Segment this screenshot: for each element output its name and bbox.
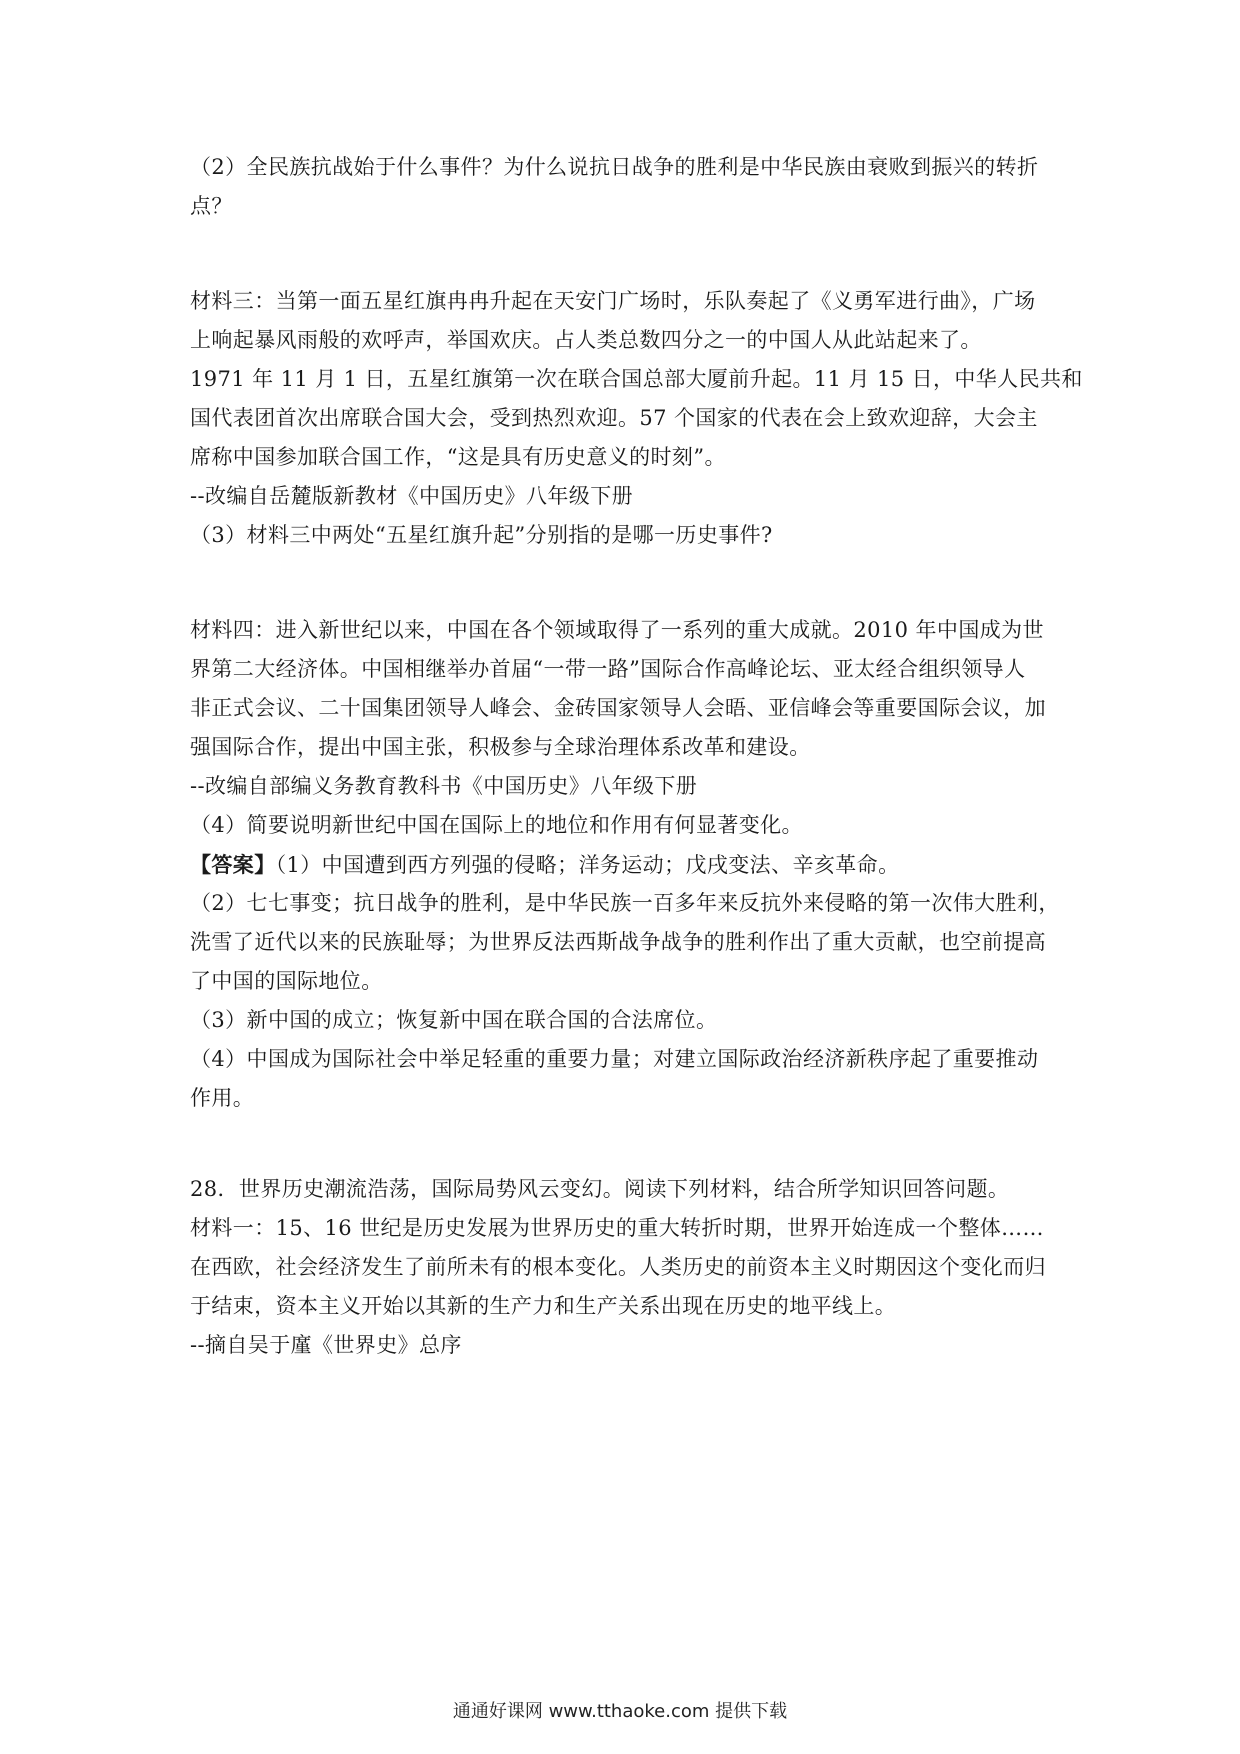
text-line: 席称中国参加联合国工作，“这是具有历史意义的时刻”。 bbox=[190, 445, 726, 469]
text-line: 材料一：15、16 世纪是历史发展为世界历史的重大转折时期，世界开始连成一个整体…… bbox=[190, 1216, 1044, 1240]
answer-label: 【答案】 bbox=[190, 852, 276, 877]
text-line: 强国际合作，提出中国主张，积极参与全球治理体系改革和建设。 bbox=[190, 735, 811, 759]
answer-line: 作用。 bbox=[190, 1086, 255, 1110]
source-citation: --摘自吴于廑《世界史》总序 bbox=[190, 1333, 462, 1357]
answer-line: （2）七七事变；抗日战争的胜利，是中华民族一百多年来反抗外来侵略的第一次伟大胜利， bbox=[190, 891, 1060, 915]
text-line: 材料三：当第一面五星红旗冉冉升起在天安门广场时，乐队奏起了《义勇军进行曲》，广场 bbox=[190, 289, 1036, 313]
material-three bbox=[190, 282, 1083, 555]
spacer bbox=[190, 1118, 1070, 1170]
answer-line: （3）新中国的成立；恢复新中国在联合国的合法席位。 bbox=[190, 1008, 718, 1032]
source-citation: --改编自部编义务教育教科书《中国历史》八年级下册 bbox=[190, 774, 698, 798]
question-27-part-2 bbox=[190, 148, 1070, 226]
text-line: 界第二大经济体。中国相继举办首届“一带一路”国际合作高峰论坛、亚太经合组织领导人 bbox=[190, 657, 1026, 681]
answer-text: （1）中国遭到西方列强的侵略；洋务运动；戊戌变法、辛亥革命。 bbox=[275, 853, 900, 877]
text-line: 上响起暴风雨般的欢呼声，举国欢庆。占人类总数四分之一的中国人从此站起来了。 bbox=[190, 328, 982, 352]
text-line: （2）全民族抗战始于什么事件？为什么说抗日战争的胜利是中华民族由衰败到振兴的转折 bbox=[190, 155, 1039, 179]
question-27-part-4: （4）简要说明新世纪中国在国际上的地位和作用有何显著变化。 bbox=[190, 813, 803, 837]
text-line: 1971 年 11 月 1 日，五星红旗第一次在联合国总部大厦前升起。11 月 15 日，中华人民共和 bbox=[190, 367, 1083, 391]
answer-line: （4）中国成为国际社会中举足轻重的重要力量；对建立国际政治经济新秩序起了重要推动 bbox=[190, 1047, 1039, 1071]
text-line: 材料四：进入新世纪以来，中国在各个领域取得了一系列的重大成就。2010 年中国成为世 bbox=[190, 618, 1044, 642]
document-page bbox=[190, 148, 1083, 1365]
page-footer: 通通好课网 www.tthaoke.com 提供下载 bbox=[452, 1701, 788, 1722]
source-citation: --改编自岳麓版新教材《中国历史》八年级下册 bbox=[190, 484, 633, 508]
question-28-prompt: 28．世界历史潮流浩荡，国际局势风云变幻。阅读下列材料，结合所学知识回答问题。 bbox=[190, 1177, 1010, 1201]
question-27-part-3: （3）材料三中两处“五星红旗升起”分别指的是哪一历史事件? bbox=[190, 523, 773, 547]
answer-line: 了中国的国际地位。 bbox=[190, 969, 383, 993]
text-line: 于结束，资本主义开始以其新的生产力和生产关系出现在历史的地平线上。 bbox=[190, 1294, 897, 1318]
text-line: 非正式会议、二十国集团领导人峰会、金砖国家领导人会晤、亚信峰会等重要国际会议，加 bbox=[190, 696, 1046, 720]
answer-section bbox=[190, 845, 1070, 1118]
spacer bbox=[190, 555, 1070, 611]
text-line: 点？ bbox=[190, 194, 233, 218]
material-four bbox=[190, 611, 1070, 845]
question-28 bbox=[190, 1170, 1070, 1365]
text-line: 国代表团首次出席联合国大会，受到热烈欢迎。57 个国家的代表在会上致欢迎辞，大会主 bbox=[190, 406, 1038, 430]
spacer bbox=[190, 226, 1070, 282]
answer-line: 洗雪了近代以来的民族耻辱；为世界反法西斯战争战争的胜利作出了重大贡献，也空前提高 bbox=[190, 930, 1046, 954]
text-line: 在西欧，社会经济发生了前所未有的根本变化。人类历史的前资本主义时期因这个变化而归 bbox=[190, 1255, 1046, 1279]
answer-line-1 bbox=[190, 845, 1070, 884]
